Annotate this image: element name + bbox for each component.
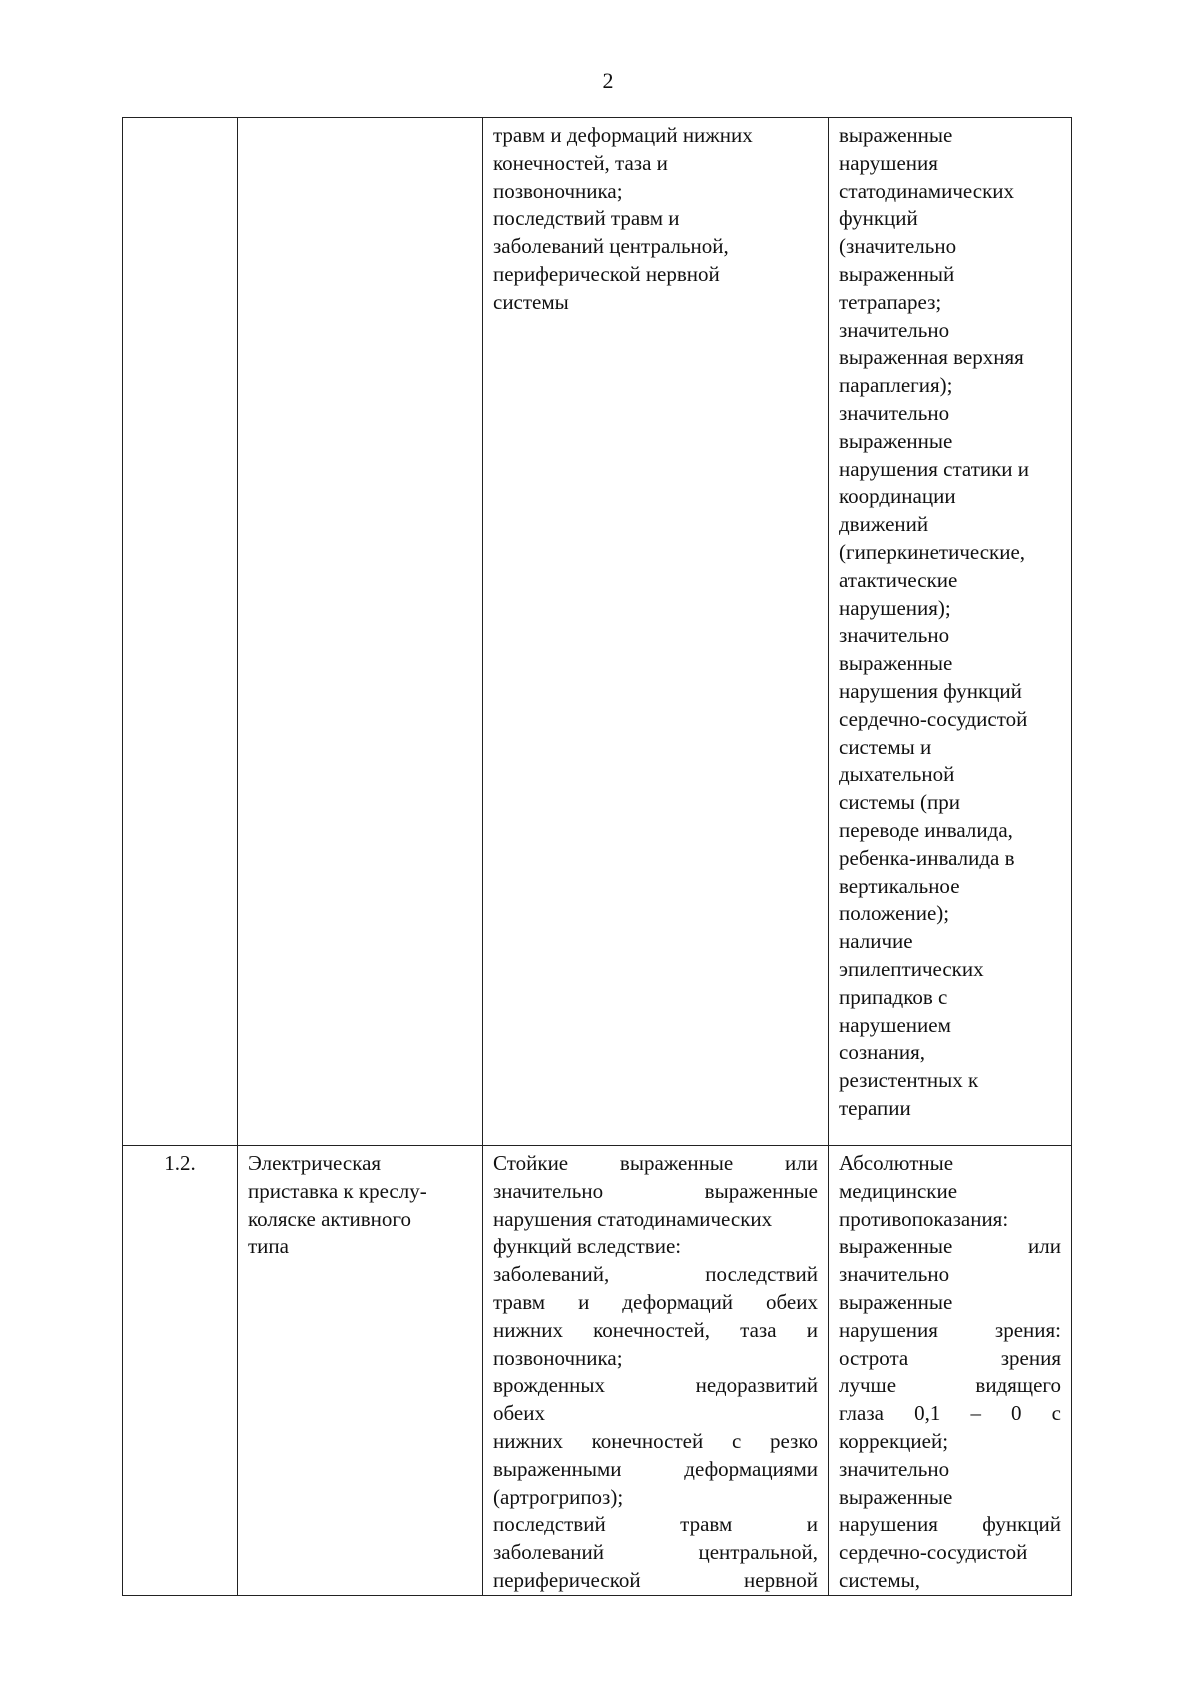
- text-line: коррекцией;: [839, 1428, 949, 1453]
- text-line: координации: [839, 484, 956, 509]
- text-line: выраженные: [839, 1484, 953, 1509]
- text-line: Стойкие выраженные или: [493, 1151, 818, 1175]
- text-line: Абсолютные: [839, 1151, 954, 1175]
- text-line: приставка к креслу-: [248, 1178, 427, 1203]
- text-line: выраженный: [839, 261, 955, 286]
- text-line: значительно: [839, 317, 950, 342]
- row-number-cell: 1.2.: [123, 1146, 238, 1596]
- text-line: обеих: [493, 1401, 545, 1426]
- text-line: заболеваний центральной,: [493, 1540, 818, 1565]
- text-line: наличие: [839, 929, 913, 954]
- text-line: нижних конечностей, таза и: [493, 1317, 818, 1342]
- product-name-cell: [238, 1146, 483, 1596]
- text-line: статодинамических: [839, 178, 1015, 203]
- text-line: травм и деформаций обеих: [493, 1289, 818, 1314]
- text-line: значительно: [839, 623, 950, 648]
- text-line: значительно: [839, 1456, 950, 1481]
- product-name-cell: [238, 118, 483, 1146]
- text-line: последствий травм и: [493, 1512, 818, 1537]
- text-line: заболеваний, последствий: [493, 1262, 818, 1287]
- text-line: функций вследствие:: [493, 1234, 682, 1259]
- text-line: значительно выраженные: [493, 1178, 818, 1203]
- indications-cell: [483, 1146, 829, 1596]
- text-line: глаза 0,1 – 0 с: [839, 1401, 1061, 1426]
- text-line: конечностей, таза и: [493, 150, 668, 175]
- text-line: тетрапарез;: [839, 289, 942, 314]
- text-line: позвоночника;: [493, 1345, 623, 1370]
- text-line: позвоночника;: [493, 178, 623, 203]
- text-line: противопоказания:: [839, 1206, 1009, 1231]
- table-row: [123, 1146, 1072, 1596]
- text-line: лучше видящего: [839, 1373, 1061, 1398]
- text-line: выраженные или: [839, 1234, 1061, 1259]
- text-line: выраженные: [839, 651, 953, 676]
- page-number: 2: [602, 68, 614, 93]
- text-line: типа: [248, 1234, 289, 1259]
- text-line: заболеваний центральной,: [493, 234, 729, 259]
- text-line: нарушением: [839, 1012, 951, 1037]
- row-number-cell: [123, 118, 238, 1146]
- text-line: медицинские: [839, 1178, 958, 1203]
- text-line: переводе инвалида,: [839, 817, 1013, 842]
- text-line: острота зрения: [839, 1345, 1061, 1370]
- text-line: нарушения зрения:: [839, 1317, 1061, 1342]
- text-line: (значительно: [839, 234, 957, 259]
- text-line: ребенка-инвалида в: [839, 845, 1015, 870]
- text-line: параплегия);: [839, 373, 953, 398]
- text-line: (гиперкинетические,: [839, 539, 1026, 564]
- text-line: нарушения статики и: [839, 456, 1030, 481]
- text-line: функций: [839, 206, 918, 231]
- text-line: Электрическая: [248, 1151, 382, 1175]
- text-line: значительно: [839, 1262, 950, 1287]
- text-line: вертикальное: [839, 873, 960, 898]
- contraindications-cell: [829, 118, 1072, 1146]
- text-line: припадков с: [839, 984, 948, 1009]
- text-line: эпилептических: [839, 956, 984, 981]
- text-line: сердечно-сосудистой: [839, 706, 1028, 731]
- text-line: нарушения функций: [839, 1512, 1061, 1537]
- text-line: выраженная верхняя: [839, 345, 1024, 370]
- text-line: терапии: [839, 1095, 911, 1120]
- text-line: сознания,: [839, 1040, 926, 1065]
- text-line: резистентных к: [839, 1068, 979, 1093]
- text-line: нижних конечностей с резко: [493, 1428, 818, 1453]
- text-line: выраженные: [839, 428, 953, 453]
- text-line: (артрогрипоз);: [493, 1484, 624, 1509]
- text-line: врожденных недоразвитий: [493, 1373, 818, 1398]
- text-line: травм и деформаций нижних: [493, 123, 753, 147]
- text-line: нарушения);: [839, 595, 951, 620]
- text-line: значительно: [839, 400, 950, 425]
- text-line: нарушения: [839, 150, 938, 175]
- text-line: коляске активного: [248, 1206, 411, 1231]
- text-line: системы,: [839, 1567, 921, 1592]
- text-line: периферической нервной: [493, 1567, 818, 1592]
- text-line: системы: [493, 289, 569, 314]
- indications-cell: [483, 118, 829, 1146]
- text-line: периферической нервной: [493, 261, 720, 286]
- text-line: выраженными деформациями: [493, 1456, 818, 1481]
- text-line: положение);: [839, 901, 950, 926]
- text-line: атактические: [839, 567, 958, 592]
- text-line: дыхательной: [839, 762, 955, 787]
- text-line: движений: [839, 512, 929, 537]
- text-line: нарушения статодинамических: [493, 1206, 773, 1231]
- text-line: выраженные: [839, 1289, 953, 1314]
- text-line: выраженные: [839, 123, 953, 147]
- requirements-table: [122, 117, 1072, 1596]
- text-line: нарушения функций: [839, 678, 1022, 703]
- table-row: [123, 118, 1072, 1146]
- text-line: последствий травм и: [493, 206, 680, 231]
- text-line: системы (при: [839, 790, 960, 815]
- text-line: системы и: [839, 734, 932, 759]
- text-line: сердечно-сосудистой: [839, 1540, 1028, 1565]
- contraindications-cell: [829, 1146, 1072, 1596]
